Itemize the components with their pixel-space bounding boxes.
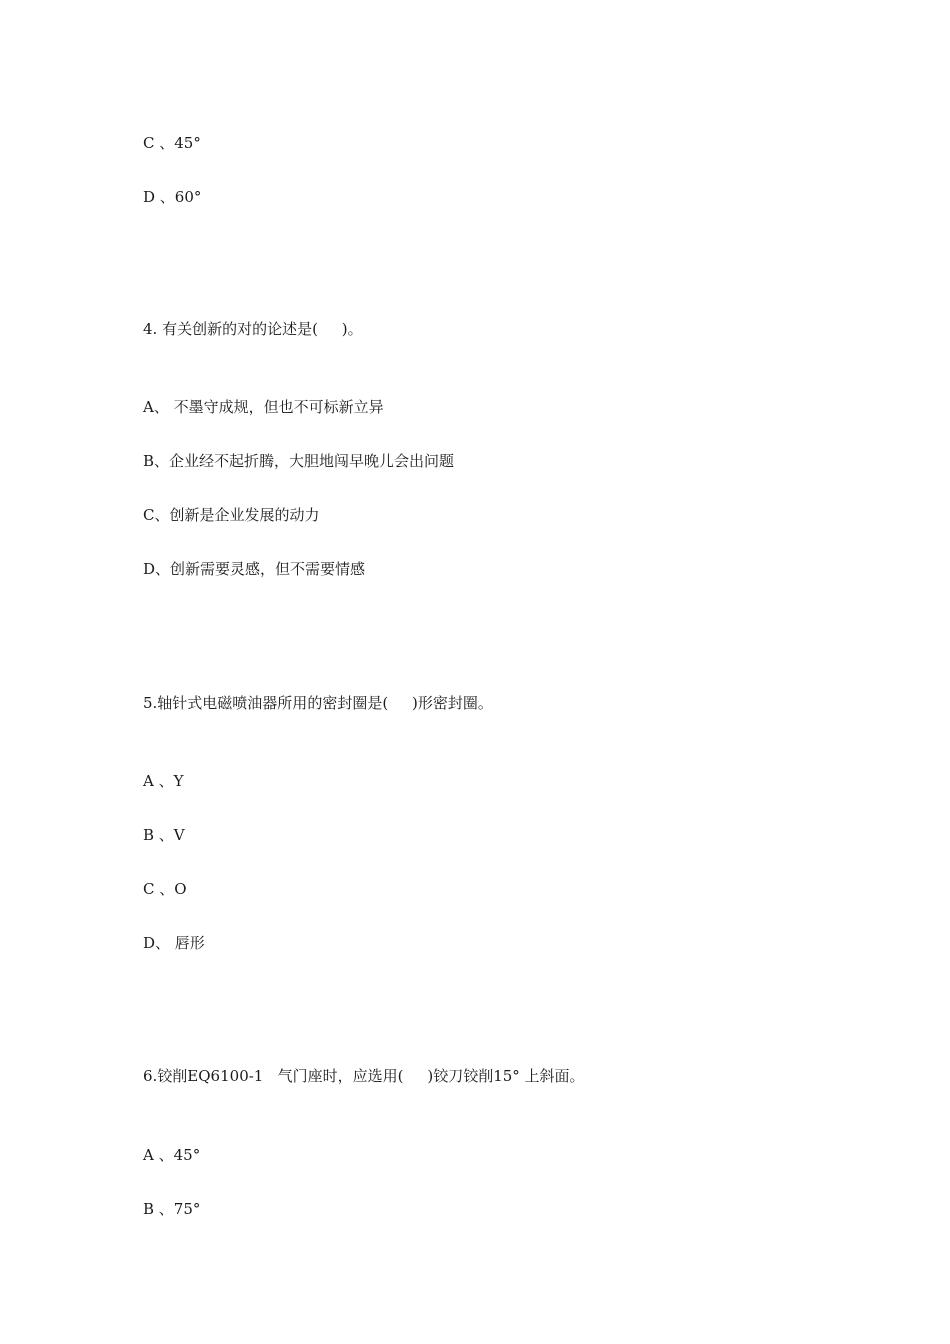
q5-option-c: C 、O <box>143 880 187 898</box>
q5-option-a: A 、Y <box>143 772 184 790</box>
q4-option-d: D、创新需要灵感，但不需要情感 <box>143 560 366 578</box>
q6-option-b: B 、75° <box>143 1200 201 1218</box>
q4-option-b: B、企业经不起折腾，大胆地闯早晚儿会出问题 <box>143 452 455 470</box>
q4-option-a: A、 不墨守成规，但也不可标新立异 <box>143 398 384 416</box>
q3-option-c: C 、45° <box>143 134 201 152</box>
q6-question: 6.铰削EQ6100-1 气门座时，应选用( )铰刀铰削15° 上斜面。 <box>143 1067 585 1085</box>
q6-option-a: A 、45° <box>143 1146 201 1164</box>
q4-option-c: C、创新是企业发展的动力 <box>143 506 320 524</box>
q5-question: 5.轴针式电磁喷油器所用的密封圈是( )形密封圈。 <box>143 694 493 712</box>
q4-question: 4. 有关创新的对的论述是( )。 <box>143 320 363 338</box>
q5-option-d: D、 唇形 <box>143 934 205 952</box>
q5-option-b: B 、V <box>143 826 185 844</box>
q3-option-d: D 、60° <box>143 188 202 206</box>
